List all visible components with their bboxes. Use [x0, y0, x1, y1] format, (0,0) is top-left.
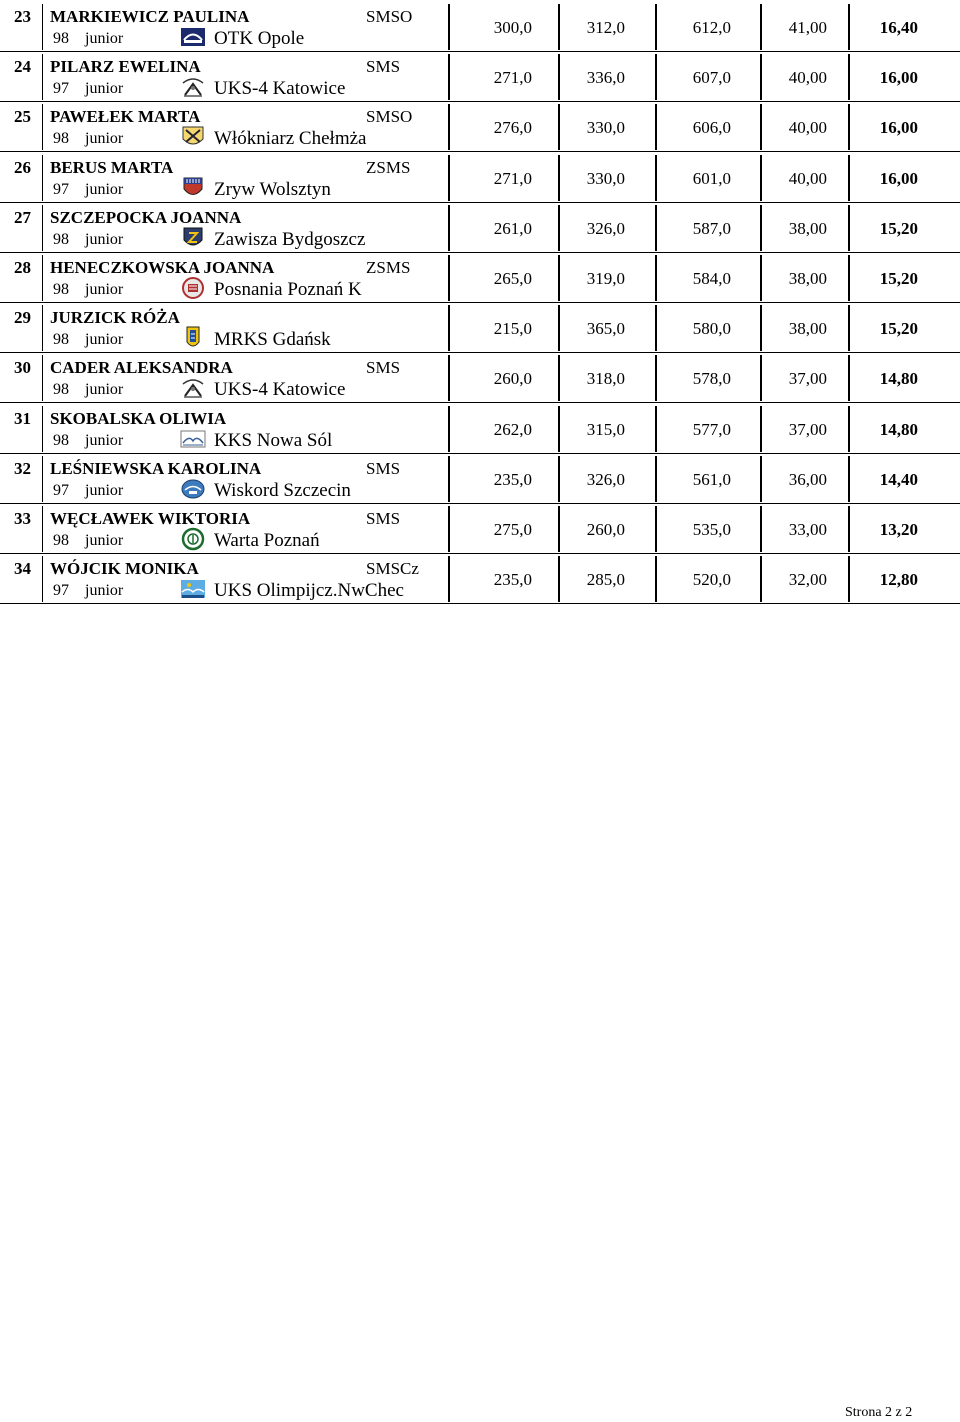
score-total: 561,0 — [692, 469, 731, 489]
table-row — [0, 253, 960, 303]
table-row — [0, 504, 960, 554]
age-category: junior — [85, 80, 124, 98]
score-1: 215,0 — [493, 319, 532, 339]
birth-year: 98 — [53, 381, 69, 399]
points: 41,00 — [788, 18, 827, 37]
final-points: 14,80 — [879, 419, 918, 439]
score-total: 612,0 — [692, 18, 731, 37]
club-name: UKS Olimpijcz.NwChec — [214, 580, 404, 602]
score-total: 607,0 — [692, 68, 731, 88]
birth-year: 97 — [53, 582, 69, 600]
column-divider — [42, 456, 43, 502]
score-1: 235,0 — [493, 570, 532, 590]
zawisza-bydgoszcz-logo — [180, 226, 206, 250]
final-points: 13,20 — [879, 520, 918, 539]
athlete-name: CADER ALEKSANDRA — [50, 358, 233, 378]
uks4-katowice-logo — [180, 376, 206, 400]
school-category: SMS — [366, 358, 401, 378]
final-points: 12,80 — [879, 570, 918, 590]
row-number: 28 — [14, 258, 31, 277]
points: 40,00 — [788, 68, 827, 88]
school-category: SMSO — [366, 7, 413, 26]
birth-year: 98 — [53, 30, 69, 47]
athlete-name: BERUS MARTA — [50, 157, 174, 177]
school-category: ZSMS — [366, 258, 411, 277]
birth-year: 98 — [53, 130, 69, 148]
athlete-name: HENECZKOWSKA JOANNA — [50, 258, 275, 277]
final-points: 15,20 — [879, 269, 918, 288]
birth-year: 98 — [53, 532, 69, 549]
score-1: 261,0 — [493, 218, 532, 238]
score-1: 275,0 — [493, 520, 532, 539]
zryw-wolsztyn-logo — [180, 176, 206, 200]
score-total: 587,0 — [692, 218, 731, 238]
uks-olimpijczyk-logo — [180, 577, 206, 601]
birth-year: 97 — [53, 481, 69, 499]
score-1: 300,0 — [493, 18, 532, 37]
row-number: 25 — [14, 107, 31, 127]
row-number: 24 — [14, 57, 31, 77]
row-number: 29 — [14, 308, 31, 328]
age-category: junior — [85, 180, 124, 198]
points: 40,00 — [788, 168, 827, 188]
column-divider — [42, 406, 43, 452]
otk-opole-logo — [180, 25, 206, 49]
posnania-poznan-logo — [180, 276, 206, 300]
club-name: Zawisza Bydgoszcz — [214, 228, 366, 250]
age-category: junior — [85, 331, 124, 349]
school-category: SMSO — [366, 107, 413, 127]
athlete-name: WĘCŁAWEK WIKTORIA — [50, 509, 251, 528]
score-1: 260,0 — [493, 369, 532, 389]
column-divider — [42, 54, 43, 100]
table-row — [0, 203, 960, 253]
points: 32,00 — [788, 570, 827, 590]
column-divider — [42, 355, 43, 401]
athlete-name: MARKIEWICZ PAULINA — [50, 7, 250, 26]
warta-poznan-logo — [180, 527, 206, 551]
points: 33,00 — [788, 520, 827, 539]
kks-nowa-sol-logo — [180, 427, 206, 451]
birth-year: 98 — [53, 331, 69, 349]
age-category: junior — [85, 281, 124, 298]
age-category: junior — [85, 582, 124, 600]
column-divider — [42, 255, 43, 301]
table-row — [0, 353, 960, 403]
school-category: SMSCz — [366, 559, 419, 579]
birth-year: 98 — [53, 281, 69, 298]
birth-year: 98 — [53, 431, 69, 449]
age-category: junior — [85, 230, 124, 248]
score-2: 285,0 — [586, 570, 625, 590]
club-name: KKS Nowa Sól — [214, 429, 333, 451]
score-2: 319,0 — [586, 269, 625, 288]
score-2: 318,0 — [586, 369, 625, 389]
score-2: 260,0 — [586, 520, 625, 539]
age-category: junior — [85, 481, 124, 499]
club-name: Włókniarz Chełmża — [214, 128, 367, 150]
table-row — [0, 554, 960, 604]
birth-year: 97 — [53, 80, 69, 98]
score-total: 606,0 — [692, 118, 731, 138]
score-total: 577,0 — [692, 419, 731, 439]
points: 40,00 — [788, 118, 827, 138]
table-row — [0, 2, 960, 52]
age-category: junior — [85, 381, 124, 399]
table-row — [0, 454, 960, 504]
score-2: 330,0 — [586, 168, 625, 188]
score-2: 330,0 — [586, 118, 625, 138]
table-row — [0, 52, 960, 102]
column-divider — [42, 4, 43, 50]
final-points: 16,00 — [879, 68, 918, 88]
score-2: 365,0 — [586, 319, 625, 339]
row-number: 23 — [14, 7, 31, 26]
club-name: Wiskord Szczecin — [214, 479, 351, 501]
page-number: Strona 2 z 2 — [845, 1405, 913, 1420]
points: 37,00 — [788, 369, 827, 389]
score-total: 601,0 — [692, 168, 731, 188]
age-category: junior — [85, 30, 124, 47]
final-points: 16,40 — [879, 18, 918, 37]
table-row — [0, 303, 960, 353]
athlete-name: SZCZEPOCKA JOANNA — [50, 207, 242, 227]
score-total: 578,0 — [692, 369, 731, 389]
final-points: 15,20 — [879, 319, 918, 339]
wlokniarz-chelmza-logo — [180, 125, 206, 149]
final-points: 14,80 — [879, 369, 918, 389]
row-number: 27 — [14, 207, 31, 227]
wiskord-szczecin-logo — [180, 477, 206, 501]
score-2: 326,0 — [586, 218, 625, 238]
birth-year: 98 — [53, 230, 69, 248]
score-2: 336,0 — [586, 68, 625, 88]
score-1: 265,0 — [493, 269, 532, 288]
table-row — [0, 153, 960, 203]
final-points: 15,20 — [879, 218, 918, 238]
row-number: 33 — [14, 509, 31, 528]
athlete-name: PILARZ EWELINA — [50, 57, 201, 77]
school-category: SMS — [366, 458, 401, 478]
score-2: 326,0 — [586, 469, 625, 489]
points: 38,00 — [788, 319, 827, 339]
points: 38,00 — [788, 218, 827, 238]
club-name: MRKS Gdańsk — [214, 329, 331, 351]
score-1: 235,0 — [493, 469, 532, 489]
column-divider — [42, 305, 43, 351]
column-divider — [42, 506, 43, 552]
school-category: SMS — [366, 509, 401, 528]
final-points: 16,00 — [879, 168, 918, 188]
column-divider — [42, 104, 43, 150]
row-number: 31 — [14, 408, 31, 428]
club-name: UKS-4 Katowice — [214, 379, 346, 401]
athlete-name: WÓJCIK MONIKA — [50, 559, 199, 579]
athlete-name: JURZICK RÓŻA — [50, 308, 180, 328]
athlete-name: PAWEŁEK MARTA — [50, 107, 201, 127]
score-total: 520,0 — [692, 570, 731, 590]
club-name: Warta Poznań — [214, 530, 320, 551]
club-name: Posnania Poznań K — [214, 279, 362, 300]
score-2: 315,0 — [586, 419, 625, 439]
age-category: junior — [85, 130, 124, 148]
final-points: 16,00 — [879, 118, 918, 138]
athlete-name: SKOBALSKA OLIWIA — [50, 408, 227, 428]
mrks-gdansk-logo — [180, 326, 206, 350]
club-name: Zryw Wolsztyn — [214, 178, 331, 200]
row-number: 32 — [14, 458, 31, 478]
column-divider — [42, 155, 43, 201]
final-points: 14,40 — [879, 469, 918, 489]
row-number: 34 — [14, 559, 31, 579]
table-row — [0, 404, 960, 454]
row-number: 26 — [14, 157, 31, 177]
column-divider — [42, 556, 43, 602]
score-total: 535,0 — [692, 520, 731, 539]
club-name: UKS-4 Katowice — [214, 78, 346, 100]
school-category: SMS — [366, 57, 401, 77]
table-row — [0, 102, 960, 152]
score-1: 271,0 — [493, 168, 532, 188]
row-number: 30 — [14, 358, 31, 378]
school-category: ZSMS — [366, 157, 411, 177]
score-1: 271,0 — [493, 68, 532, 88]
score-1: 262,0 — [493, 419, 532, 439]
score-1: 276,0 — [493, 118, 532, 138]
points: 37,00 — [788, 419, 827, 439]
club-name: OTK Opole — [214, 28, 305, 49]
age-category: junior — [85, 532, 124, 549]
points: 38,00 — [788, 269, 827, 288]
age-category: junior — [85, 431, 124, 449]
points: 36,00 — [788, 469, 827, 489]
score-2: 312,0 — [586, 18, 625, 37]
score-total: 584,0 — [692, 269, 731, 288]
uks4-katowice-logo — [180, 75, 206, 99]
score-total: 580,0 — [692, 319, 731, 339]
birth-year: 97 — [53, 180, 69, 198]
column-divider — [42, 205, 43, 251]
athlete-name: LEŚNIEWSKA KAROLINA — [50, 458, 262, 478]
